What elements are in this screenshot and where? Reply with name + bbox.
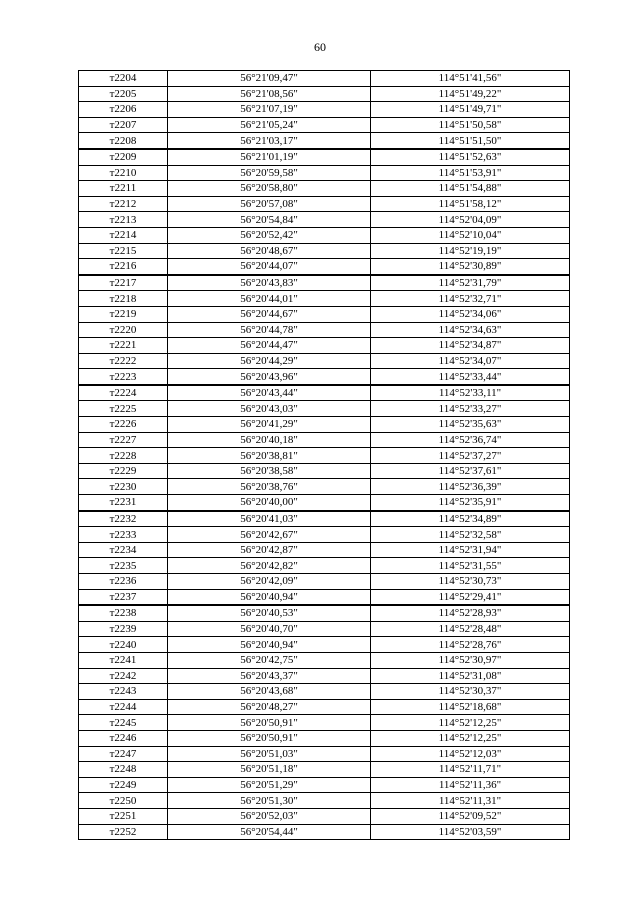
longitude-cell: 114°52'28,76" [371,637,570,653]
point-id-cell: т2211 [79,181,168,197]
point-id-cell: т2236 [79,574,168,590]
latitude-cell: 56°20'41,03" [168,511,371,527]
latitude-cell: 56°20'40,53" [168,605,371,621]
longitude-cell: 114°52'09,52" [371,808,570,824]
latitude-cell: 56°20'51,03" [168,746,371,762]
latitude-cell: 56°20'42,67" [168,527,371,543]
point-id-cell: т2252 [79,824,168,840]
latitude-cell: 56°20'40,94" [168,589,371,605]
table-row [79,668,570,684]
table-row [79,637,570,653]
longitude-cell: 114°52'34,87" [371,338,570,354]
longitude-cell: 114°52'34,06" [371,306,570,322]
table-row [79,353,570,369]
latitude-cell: 56°20'54,84" [168,212,371,228]
longitude-cell: 114°52'32,58" [371,527,570,543]
latitude-cell: 56°20'58,80" [168,181,371,197]
latitude-cell: 56°20'52,03" [168,808,371,824]
table-row [79,463,570,479]
table-row [79,71,570,87]
point-id-cell: т2204 [79,71,168,87]
latitude-cell: 56°20'50,91" [168,730,371,746]
latitude-cell: 56°20'38,76" [168,479,371,495]
longitude-cell: 114°52'33,27" [371,401,570,417]
table-row [79,86,570,102]
table-row [79,243,570,259]
latitude-cell: 56°20'40,00" [168,495,371,511]
table-row [79,338,570,354]
point-id-cell: т2224 [79,385,168,401]
latitude-cell: 56°21'03,17" [168,133,371,149]
point-id-cell: т2221 [79,338,168,354]
table-row [79,495,570,511]
longitude-cell: 114°52'12,25" [371,715,570,731]
point-id-cell: т2246 [79,730,168,746]
point-id-cell: т2219 [79,306,168,322]
table-row [79,699,570,715]
latitude-cell: 56°20'41,29" [168,417,371,433]
longitude-cell: 114°52'34,07" [371,353,570,369]
point-id-cell: т2205 [79,86,168,102]
point-id-cell: т2220 [79,322,168,338]
longitude-cell: 114°51'54,88" [371,181,570,197]
table-row [79,149,570,165]
longitude-cell: 114°52'12,03" [371,746,570,762]
latitude-cell: 56°20'43,83" [168,275,371,291]
point-id-cell: т2251 [79,808,168,824]
longitude-cell: 114°52'30,73" [371,574,570,590]
point-id-cell: т2229 [79,463,168,479]
point-id-cell: т2210 [79,165,168,181]
table-row [79,824,570,840]
point-id-cell: т2242 [79,668,168,684]
point-id-cell: т2235 [79,558,168,574]
latitude-cell: 56°20'44,47" [168,338,371,354]
latitude-cell: 56°20'48,67" [168,243,371,259]
table-row [79,715,570,731]
longitude-cell: 114°52'30,89" [371,259,570,275]
table-row [79,133,570,149]
latitude-cell: 56°20'38,81" [168,448,371,464]
longitude-cell: 114°52'34,89" [371,511,570,527]
latitude-cell: 56°20'42,82" [168,558,371,574]
point-id-cell: т2207 [79,117,168,133]
longitude-cell: 114°52'33,44" [371,369,570,385]
longitude-cell: 114°51'52,63" [371,149,570,165]
latitude-cell: 56°20'42,75" [168,652,371,668]
table-row [79,196,570,212]
longitude-cell: 114°52'37,61" [371,463,570,479]
longitude-cell: 114°52'11,31" [371,793,570,809]
point-id-cell: т2226 [79,417,168,433]
point-id-cell: т2243 [79,684,168,700]
latitude-cell: 56°20'52,42" [168,227,371,243]
point-id-cell: т2228 [79,448,168,464]
table-row [79,102,570,118]
longitude-cell: 114°52'35,63" [371,417,570,433]
point-id-cell: т2231 [79,495,168,511]
point-id-cell: т2233 [79,527,168,543]
latitude-cell: 56°20'42,09" [168,574,371,590]
table-row [79,448,570,464]
table-row [79,181,570,197]
latitude-cell: 56°20'50,91" [168,715,371,731]
longitude-cell: 114°52'36,39" [371,479,570,495]
longitude-cell: 114°51'50,58" [371,117,570,133]
table-row [79,511,570,527]
point-id-cell: т2216 [79,259,168,275]
table-row [79,652,570,668]
point-id-cell: т2244 [79,699,168,715]
table-row [79,574,570,590]
latitude-cell: 56°21'05,24" [168,117,371,133]
point-id-cell: т2225 [79,401,168,417]
table-row [79,322,570,338]
table-row [79,527,570,543]
table-row [79,212,570,228]
latitude-cell: 56°21'01,19" [168,149,371,165]
longitude-cell: 114°52'31,94" [371,542,570,558]
coordinates-table-body [79,71,570,840]
longitude-cell: 114°52'29,41" [371,589,570,605]
latitude-cell: 56°20'48,27" [168,699,371,715]
longitude-cell: 114°52'36,74" [371,432,570,448]
point-id-cell: т2234 [79,542,168,558]
table-row [79,275,570,291]
latitude-cell: 56°20'51,30" [168,793,371,809]
point-id-cell: т2208 [79,133,168,149]
latitude-cell: 56°20'40,94" [168,637,371,653]
latitude-cell: 56°20'44,29" [168,353,371,369]
latitude-cell: 56°20'51,18" [168,762,371,778]
table-row [79,227,570,243]
longitude-cell: 114°52'04,09" [371,212,570,228]
point-id-cell: т2227 [79,432,168,448]
point-id-cell: т2250 [79,793,168,809]
table-row [79,385,570,401]
point-id-cell: т2237 [79,589,168,605]
point-id-cell: т2239 [79,621,168,637]
longitude-cell: 114°52'35,91" [371,495,570,511]
point-id-cell: т2223 [79,369,168,385]
point-id-cell: т2248 [79,762,168,778]
point-id-cell: т2241 [79,652,168,668]
longitude-cell: 114°52'31,55" [371,558,570,574]
latitude-cell: 56°20'40,70" [168,621,371,637]
longitude-cell: 114°51'58,12" [371,196,570,212]
longitude-cell: 114°52'28,48" [371,621,570,637]
longitude-cell: 114°52'28,93" [371,605,570,621]
point-id-cell: т2245 [79,715,168,731]
table-row [79,730,570,746]
point-id-cell: т2230 [79,479,168,495]
table-row [79,401,570,417]
latitude-cell: 56°20'43,37" [168,668,371,684]
table-row [79,165,570,181]
point-id-cell: т2238 [79,605,168,621]
table-row [79,793,570,809]
table-row [79,542,570,558]
point-id-cell: т2222 [79,353,168,369]
point-id-cell: т2217 [79,275,168,291]
point-id-cell: т2214 [79,227,168,243]
latitude-cell: 56°20'59,58" [168,165,371,181]
point-id-cell: т2206 [79,102,168,118]
latitude-cell: 56°20'43,68" [168,684,371,700]
longitude-cell: 114°52'19,19" [371,243,570,259]
longitude-cell: 114°52'34,63" [371,322,570,338]
coordinates-table [78,70,570,840]
longitude-cell: 114°52'31,08" [371,668,570,684]
page-number: 60 [314,40,326,54]
longitude-cell: 114°52'37,27" [371,448,570,464]
table-row [79,306,570,322]
longitude-cell: 114°52'30,37" [371,684,570,700]
latitude-cell: 56°20'51,29" [168,777,371,793]
table-row [79,369,570,385]
point-id-cell: т2232 [79,511,168,527]
longitude-cell: 114°51'41,56" [371,71,570,87]
latitude-cell: 56°20'44,01" [168,291,371,307]
table-row [79,432,570,448]
table-row [79,621,570,637]
point-id-cell: т2247 [79,746,168,762]
longitude-cell: 114°52'11,71" [371,762,570,778]
longitude-cell: 114°51'53,91" [371,165,570,181]
longitude-cell: 114°51'51,50" [371,133,570,149]
latitude-cell: 56°21'09,47" [168,71,371,87]
latitude-cell: 56°20'54,44" [168,824,371,840]
latitude-cell: 56°20'43,96" [168,369,371,385]
longitude-cell: 114°52'32,71" [371,291,570,307]
longitude-cell: 114°51'49,22" [371,86,570,102]
longitude-cell: 114°52'18,68" [371,699,570,715]
latitude-cell: 56°20'44,67" [168,306,371,322]
point-id-cell: т2218 [79,291,168,307]
latitude-cell: 56°21'07,19" [168,102,371,118]
table-row [79,589,570,605]
longitude-cell: 114°52'33,11" [371,385,570,401]
table-row [79,684,570,700]
latitude-cell: 56°20'40,18" [168,432,371,448]
latitude-cell: 56°20'44,78" [168,322,371,338]
table-row [79,558,570,574]
table-row [79,762,570,778]
point-id-cell: т2249 [79,777,168,793]
point-id-cell: т2240 [79,637,168,653]
longitude-cell: 114°52'03,59" [371,824,570,840]
table-row [79,291,570,307]
table-row [79,605,570,621]
table-row [79,808,570,824]
latitude-cell: 56°20'43,03" [168,401,371,417]
table-row [79,259,570,275]
latitude-cell: 56°20'42,87" [168,542,371,558]
point-id-cell: т2215 [79,243,168,259]
table-row [79,777,570,793]
latitude-cell: 56°21'08,56" [168,86,371,102]
longitude-cell: 114°52'31,79" [371,275,570,291]
table-row [79,417,570,433]
table-row [79,746,570,762]
longitude-cell: 114°51'49,71" [371,102,570,118]
longitude-cell: 114°52'11,36" [371,777,570,793]
latitude-cell: 56°20'38,58" [168,463,371,479]
longitude-cell: 114°52'10,04" [371,227,570,243]
table-row [79,479,570,495]
point-id-cell: т2209 [79,149,168,165]
latitude-cell: 56°20'43,44" [168,385,371,401]
longitude-cell: 114°52'30,97" [371,652,570,668]
table-row [79,117,570,133]
longitude-cell: 114°52'12,25" [371,730,570,746]
latitude-cell: 56°20'44,07" [168,259,371,275]
point-id-cell: т2212 [79,196,168,212]
latitude-cell: 56°20'57,08" [168,196,371,212]
point-id-cell: т2213 [79,212,168,228]
